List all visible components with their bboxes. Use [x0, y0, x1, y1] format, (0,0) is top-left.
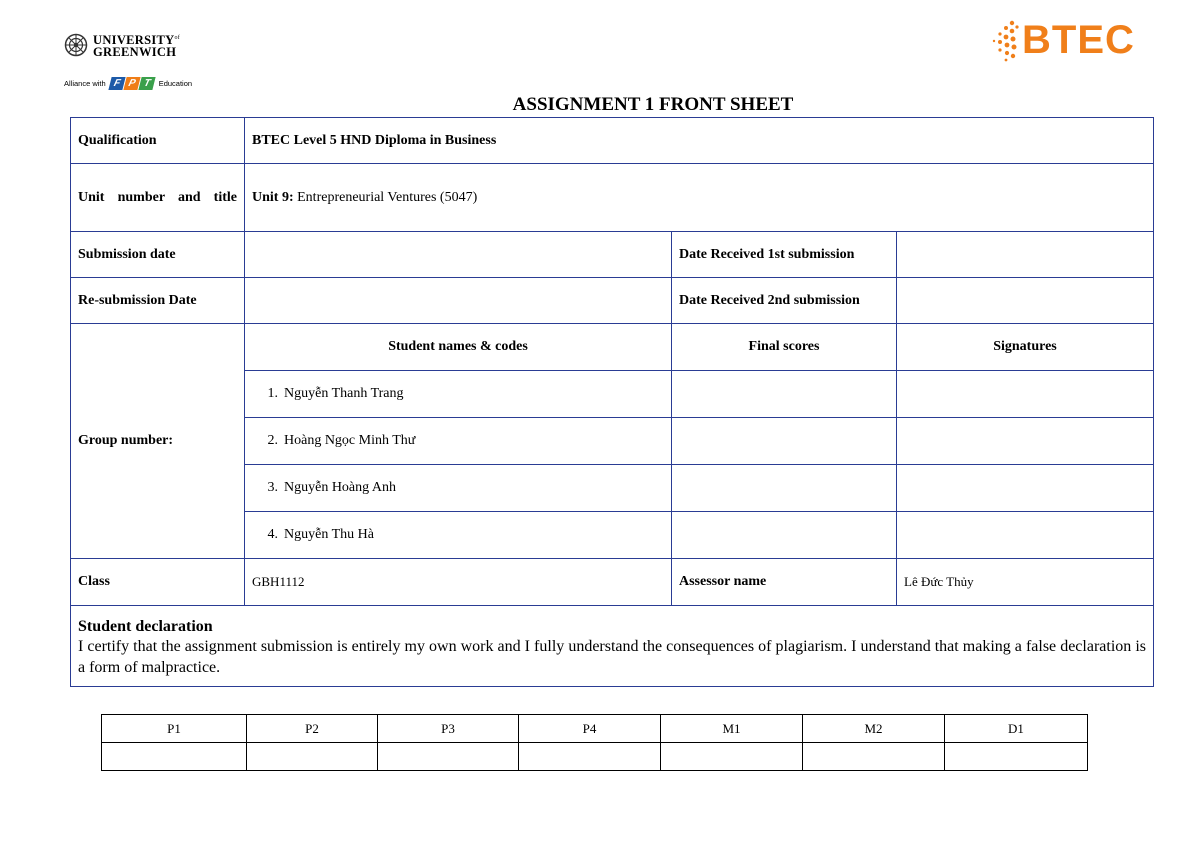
student-score-field[interactable]: [672, 465, 897, 512]
btec-wordmark: BTEC: [1022, 18, 1135, 62]
submission-row: [71, 232, 1154, 278]
university-line1: UNIVERSITY: [93, 33, 175, 48]
university-of-greenwich-logo: [64, 32, 204, 96]
unit-value: Entrepreneurial Ventures (5047): [293, 189, 478, 205]
grade-value-m2[interactable]: [803, 743, 945, 771]
grade-value-p1[interactable]: [102, 743, 247, 771]
grade-criteria-table: [101, 714, 1088, 771]
unit-label: Unit number and title: [78, 190, 237, 205]
student-number: 4.: [267, 527, 278, 542]
date-received-1-field[interactable]: [897, 232, 1154, 278]
grade-header-row: [102, 715, 1088, 743]
col-header-signatures: Signatures: [897, 324, 1154, 371]
university-line2: GREENWICH: [93, 45, 177, 60]
alliance-suffix: Education: [158, 79, 193, 88]
resubmission-row: [71, 278, 1154, 324]
student-name: Nguyễn Hoàng Anh: [284, 480, 396, 495]
grade-header-d1: D1: [945, 715, 1088, 743]
date-received-1-label: Date Received 1st submission: [672, 232, 897, 278]
qualification-label: Qualification: [71, 118, 245, 164]
group-header-row: [71, 324, 1154, 371]
unit-value-cell: [245, 164, 1154, 232]
grade-value-p3[interactable]: [378, 743, 519, 771]
qualification-row: [71, 118, 1154, 164]
class-value: GBH1112: [245, 559, 672, 606]
class-row: [71, 559, 1154, 606]
unit-prefix: Unit 9:: [252, 189, 294, 205]
fpt-letter-f: F: [108, 77, 125, 90]
declaration-heading: Student declaration: [78, 618, 213, 635]
grade-value-p2[interactable]: [247, 743, 378, 771]
declaration-row: [71, 606, 1154, 687]
student-name: Hoàng Ngọc Minh Thư: [284, 433, 416, 448]
student-name: Nguyễn Thu Hà: [284, 527, 374, 542]
student-signature-field[interactable]: [897, 465, 1154, 512]
declaration-body: I certify that the assignment submission is entirely my own work and I fully understand the consequences of plagiarism. I understand that making a false declaration is a form of malpractice.: [78, 638, 1146, 676]
student-signature-field[interactable]: [897, 512, 1154, 559]
qualification-value: BTEC Level 5 HND Diploma in Business: [245, 118, 1154, 164]
assessor-value: Lê Đức Thủy: [897, 559, 1154, 606]
fpt-alliance: [64, 77, 192, 90]
date-received-2-field[interactable]: [897, 278, 1154, 324]
submission-label: Submission date: [71, 232, 245, 278]
assessor-label: Assessor name: [672, 559, 897, 606]
student-signature-field[interactable]: [897, 418, 1154, 465]
grade-header-p1: P1: [102, 715, 247, 743]
col-header-scores: Final scores: [672, 324, 897, 371]
grade-value-d1[interactable]: [945, 743, 1088, 771]
student-score-field[interactable]: [672, 371, 897, 418]
alliance-prefix: Alliance with: [64, 79, 106, 88]
university-of: of: [174, 35, 181, 41]
grade-header-p3: P3: [378, 715, 519, 743]
student-number: 1.: [267, 386, 278, 401]
student-declaration: [71, 606, 1154, 687]
student-number: 2.: [267, 433, 278, 448]
resubmission-label: Re-submission Date: [71, 278, 245, 324]
fpt-letter-p: P: [123, 77, 140, 90]
btec-logo: [990, 18, 1135, 63]
student-name: Nguyễn Thanh Trang: [284, 386, 404, 401]
grade-header-m1: M1: [661, 715, 803, 743]
btec-dots-icon: [990, 19, 1020, 63]
student-number: 3.: [267, 480, 278, 495]
page-title: ASSIGNMENT 1 FRONT SHEET: [512, 94, 794, 115]
fpt-letter-t: T: [138, 77, 155, 90]
fpt-logo: [110, 77, 155, 90]
grade-value-m1[interactable]: [661, 743, 803, 771]
grade-value-p4[interactable]: [519, 743, 661, 771]
grade-header-p4: P4: [519, 715, 661, 743]
student-signature-field[interactable]: [897, 371, 1154, 418]
class-label: Class: [71, 559, 245, 606]
front-sheet-table: [70, 117, 1154, 687]
group-number-label: Group number:: [71, 324, 245, 559]
unit-row: [71, 164, 1154, 232]
student-score-field[interactable]: [672, 418, 897, 465]
submission-date-field[interactable]: [245, 232, 672, 278]
resubmission-date-field[interactable]: [245, 278, 672, 324]
grade-header-m2: M2: [803, 715, 945, 743]
date-received-2-label: Date Received 2nd submission: [672, 278, 897, 324]
crest-icon: [64, 33, 88, 57]
col-header-names: Student names & codes: [245, 324, 672, 371]
grade-header-p2: P2: [247, 715, 378, 743]
grade-value-row: [102, 743, 1088, 771]
student-score-field[interactable]: [672, 512, 897, 559]
